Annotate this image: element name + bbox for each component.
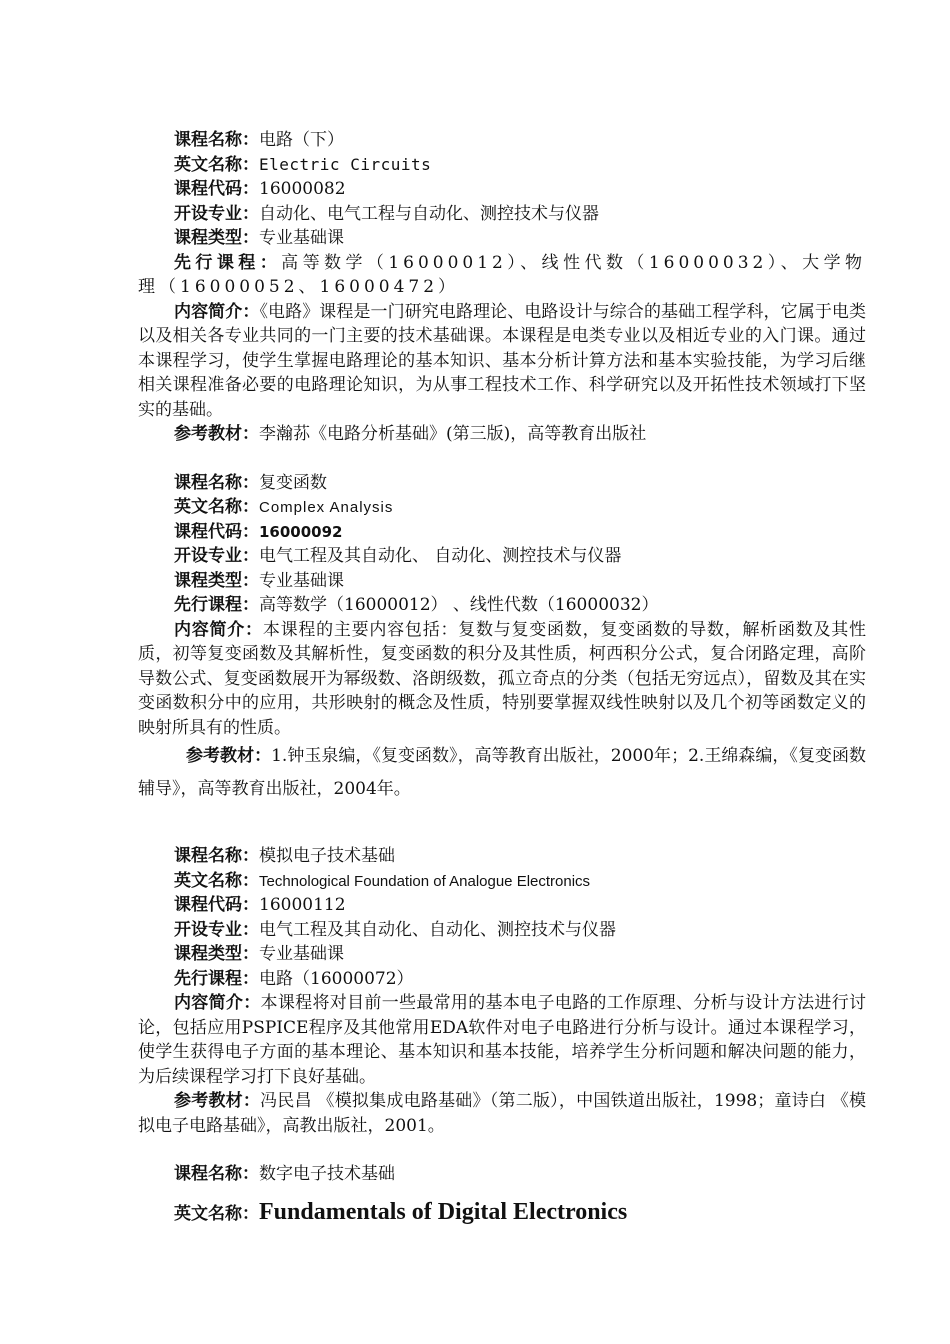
- course-code: 16000092: [259, 522, 343, 541]
- english-name-label: 英文名称：: [174, 1203, 259, 1224]
- prerequisite: 电路（16000072）: [259, 968, 414, 989]
- english-name-row: [138, 869, 866, 894]
- course-type-label: 课程类型：: [174, 570, 259, 591]
- course-type-row: [138, 569, 866, 594]
- course-code-row: [138, 893, 866, 918]
- course-name: 复变函数: [259, 472, 327, 493]
- english-name: Electric Circuits: [259, 154, 432, 174]
- course-name-label: 课程名称：: [174, 1164, 259, 1184]
- reference-paragraph: [138, 1089, 866, 1138]
- intro-text: 本课程的主要内容包括：复数与复变函数，复变函数的导数，解析函数及其性质，初等复变函数及其解析性，复变函数的积分及其性质，柯西积分公式，复合闭路定理，高阶导数公式、复变函数展开为幂级数、洛朗级数，孤立奇点的分类（包括无穷远点），留数及其在实变函数积分中的应用，共形映射的概念及性质，特别要掌握双线性映射以及几个初等函数定义的映射所具有的性质。: [138, 619, 867, 738]
- course-name-row: [138, 471, 866, 496]
- course-code-row: [138, 520, 866, 545]
- intro-label: 内容简介：: [174, 619, 263, 640]
- major-label: 开设专业：: [174, 203, 259, 224]
- course-name-label: 课程名称：: [174, 846, 259, 866]
- course-name-label: 课程名称：: [174, 472, 259, 493]
- course-code-label: 课程代码：: [174, 895, 259, 915]
- reference: 1.钟玉泉编，《复变函数》，高等教育出版社，2000年；2.王绵森编，《复变函数辅导》，高等教育出版社，2004年。: [138, 746, 867, 799]
- intro-text: 本课程将对目前一些最常用的基本电子电路的工作原理、分析与设计方法进行讨论，包括应用PSPICE程序及其他常用EDA软件对电子电路进行分析与设计。通过本课程学习，使学生获得电子方面的基本理论、基本知识和基本技能，培养学生分析问题和解决问题的能力，为后续课程学习打下良好基础。: [138, 993, 867, 1087]
- reference: 李瀚荪《电路分析基础》(第三版)，高等教育出版社: [259, 424, 647, 444]
- course-type-row: [138, 942, 866, 967]
- prerequisite-label: 先行课程：: [174, 968, 259, 989]
- course-name: 电路（下）: [259, 130, 344, 150]
- intro-label: 内容简介：: [174, 993, 261, 1013]
- course-name: 模拟电子技术基础: [259, 846, 395, 866]
- course-name: 数字电子技术基础: [259, 1164, 395, 1184]
- intro-label: 内容简介：: [174, 301, 260, 322]
- english-name-row: [138, 1195, 866, 1229]
- prerequisite-row: [138, 593, 866, 618]
- course-block: [138, 844, 866, 1138]
- major-row: [138, 918, 866, 943]
- major-label: 开设专业：: [174, 919, 259, 940]
- course-code-row: [138, 177, 866, 202]
- english-name: Technological Foundation of Analogue Electronics: [259, 872, 591, 890]
- course-block: [138, 1162, 866, 1229]
- intro-paragraph: [138, 300, 866, 423]
- course-code-label: 课程代码：: [174, 179, 259, 199]
- course-block: [138, 128, 866, 447]
- major: 电气工程及其自动化、 自动化、测控技术与仪器: [259, 546, 622, 566]
- prerequisite-label: 先行课程：: [174, 252, 282, 273]
- prerequisite-label: 先行课程：: [174, 595, 259, 615]
- english-name-row: [138, 495, 866, 520]
- english-name-label: 英文名称：: [174, 497, 259, 517]
- english-name-row: [138, 153, 866, 178]
- reference: 冯民昌 《模拟集成电路基础》（第二版），中国铁道出版社，1998；童诗白 《模拟电子电路基础》，高教出版社，2001。: [138, 1091, 867, 1136]
- course-type-label: 课程类型：: [174, 944, 259, 964]
- course-name-row: [138, 844, 866, 869]
- reference-label: 参考教材：: [186, 746, 272, 766]
- prerequisite: 高等数学（16000012） 、线性代数（16000032）: [259, 595, 659, 615]
- reference-label: 参考教材：: [174, 1091, 261, 1111]
- intro-paragraph: [138, 991, 866, 1089]
- major-row: [138, 544, 866, 569]
- major: 电气工程及其自动化、自动化、测控技术与仪器: [259, 919, 616, 940]
- reference-paragraph: [138, 740, 866, 806]
- course-type-label: 课程类型：: [174, 228, 259, 248]
- prerequisite: 高等数学（16000012）、线性代数（16000032）、大学物理（16000052、16000472）: [138, 252, 867, 297]
- course-name-row: [138, 1162, 866, 1187]
- course-type: 专业基础课: [259, 228, 344, 248]
- english-name-label: 英文名称：: [174, 870, 259, 891]
- reference-label: 参考教材：: [174, 424, 259, 444]
- course-type: 专业基础课: [259, 570, 344, 591]
- course-name-row: [138, 128, 866, 153]
- course-code-label: 课程代码：: [174, 521, 259, 542]
- english-name-label: 英文名称：: [174, 154, 259, 175]
- course-type: 专业基础课: [259, 944, 344, 964]
- intro-paragraph: [138, 618, 866, 741]
- prerequisite-row: [138, 251, 866, 300]
- intro-text: 《电路》课程是一门研究电路理论、电路设计与综合的基础工程学科，它属于电类以及相关各专业共同的一门主要的技术基础课。本课程是电类专业以及相近专业的入门课。通过本课程学习，使学生掌握电路理论的基本知识、基本分析计算方法和基本实验技能，为学习后继相关课程准备必要的电路理论知识，为从事工程技术工作、科学研究以及开拓性技术领域打下坚实的基础。: [138, 301, 866, 420]
- course-name-label: 课程名称：: [174, 130, 259, 150]
- course-block: [138, 471, 866, 807]
- document-page: [138, 128, 866, 1229]
- major-row: [138, 202, 866, 227]
- english-name: Fundamentals of Digital Electronics: [259, 1198, 628, 1225]
- major: 自动化、电气工程与自动化、测控技术与仪器: [259, 203, 599, 224]
- prerequisite-row: [138, 967, 866, 992]
- course-code: 16000082: [259, 179, 346, 199]
- english-name: Complex Analysis: [259, 499, 394, 516]
- course-type-row: [138, 226, 866, 251]
- reference-row: [138, 422, 866, 447]
- course-code: 16000112: [259, 895, 346, 915]
- major-label: 开设专业：: [174, 546, 259, 566]
